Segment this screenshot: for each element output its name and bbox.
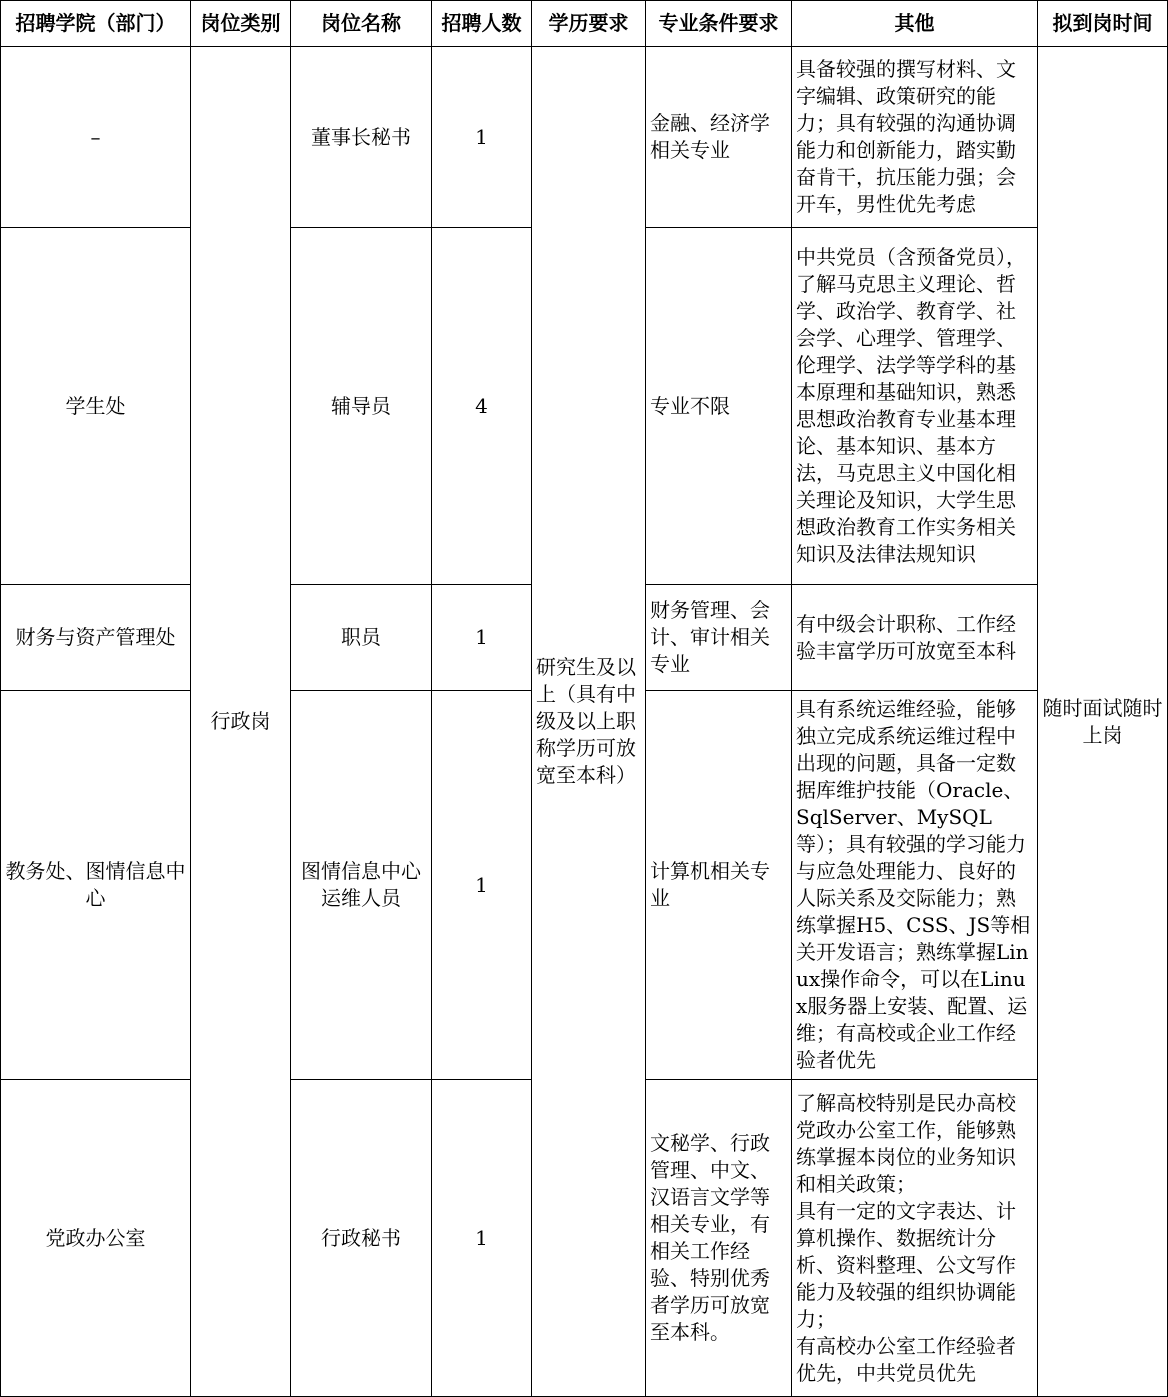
education-cell: 研究生及以上（具有中级及以上职称学历可放宽至本科）	[532, 47, 646, 1397]
position-cell: 图情信息中心运维人员	[291, 691, 432, 1080]
position-cell: 董事长秘书	[291, 47, 432, 228]
major-cell: 专业不限	[646, 228, 792, 585]
dept-cell: 教务处、图情信息中心	[1, 691, 191, 1080]
count-cell: 1	[432, 1080, 532, 1397]
header-other: 其他	[792, 1, 1038, 47]
other-cell: 有中级会计职称、工作经验丰富学历可放宽至本科	[792, 585, 1038, 691]
count-cell: 4	[432, 228, 532, 585]
header-count: 招聘人数	[432, 1, 532, 47]
count-cell: 1	[432, 691, 532, 1080]
major-cell: 文秘学、行政管理、中文、汉语言文学等相关专业，有相关工作经验、特别优秀者学历可放宽至本科。	[646, 1080, 792, 1397]
position-cell: 辅导员	[291, 228, 432, 585]
other-cell: 了解高校特别是民办高校党政办公室工作，能够熟练掌握本岗位的业务知识和相关政策； 具有一定的文字表达、计算机操作、数据统计分析、资料整理、公文写作能力及较强的组织协调能力； 有高校办公室工作经验者优先，中共党员优先	[792, 1080, 1038, 1397]
arrival-cell: 随时面试随时上岗	[1038, 47, 1168, 1397]
header-arrival: 拟到岗时间	[1038, 1, 1168, 47]
dept-cell: 党政办公室	[1, 1080, 191, 1397]
category-cell: 行政岗	[191, 47, 291, 1397]
dept-cell: –	[1, 47, 191, 228]
header-category: 岗位类别	[191, 1, 291, 47]
header-row	[1, 1, 1168, 47]
dept-cell: 财务与资产管理处	[1, 585, 191, 691]
other-cell: 具有系统运维经验，能够独立完成系统运维过程中出现的问题，具备一定数据库维护技能（Oracle、SqlServer、MySQL等）；具有较强的学习能力与应急处理能力、良好的人际关系及交际能力；熟练掌握H5、CSS、JS等相关开发语言；熟练掌握Linux操作命令，可以在Linux服务器上安装、配置、运维；有高校或企业工作经验者优先	[792, 691, 1038, 1080]
count-cell: 1	[432, 47, 532, 228]
other-cell: 具备较强的撰写材料、文字编辑、政策研究的能力；具有较强的沟通协调能力和创新能力，踏实勤奋肯干，抗压能力强；会开车，男性优先考虑	[792, 47, 1038, 228]
header-position: 岗位名称	[291, 1, 432, 47]
dept-cell: 学生处	[1, 228, 191, 585]
major-cell: 计算机相关专业	[646, 691, 792, 1080]
position-cell: 职员	[291, 585, 432, 691]
table-row	[1, 47, 1168, 228]
header-major: 专业条件要求	[646, 1, 792, 47]
major-cell: 财务管理、会计、审计相关专业	[646, 585, 792, 691]
header-education: 学历要求	[532, 1, 646, 47]
position-cell: 行政秘书	[291, 1080, 432, 1397]
header-dept: 招聘学院（部门）	[1, 1, 191, 47]
major-cell: 金融、经济学相关专业	[646, 47, 792, 228]
other-cell: 中共党员（含预备党员），了解马克思主义理论、哲学、政治学、教育学、社会学、心理学、管理学、伦理学、法学等学科的基本原理和基础知识，熟悉思想政治教育专业基本理论、基本知识、基本方法，马克思主义中国化相关理论及知识，大学生思想政治教育工作实务相关知识及法律法规知识	[792, 228, 1038, 585]
count-cell: 1	[432, 585, 532, 691]
